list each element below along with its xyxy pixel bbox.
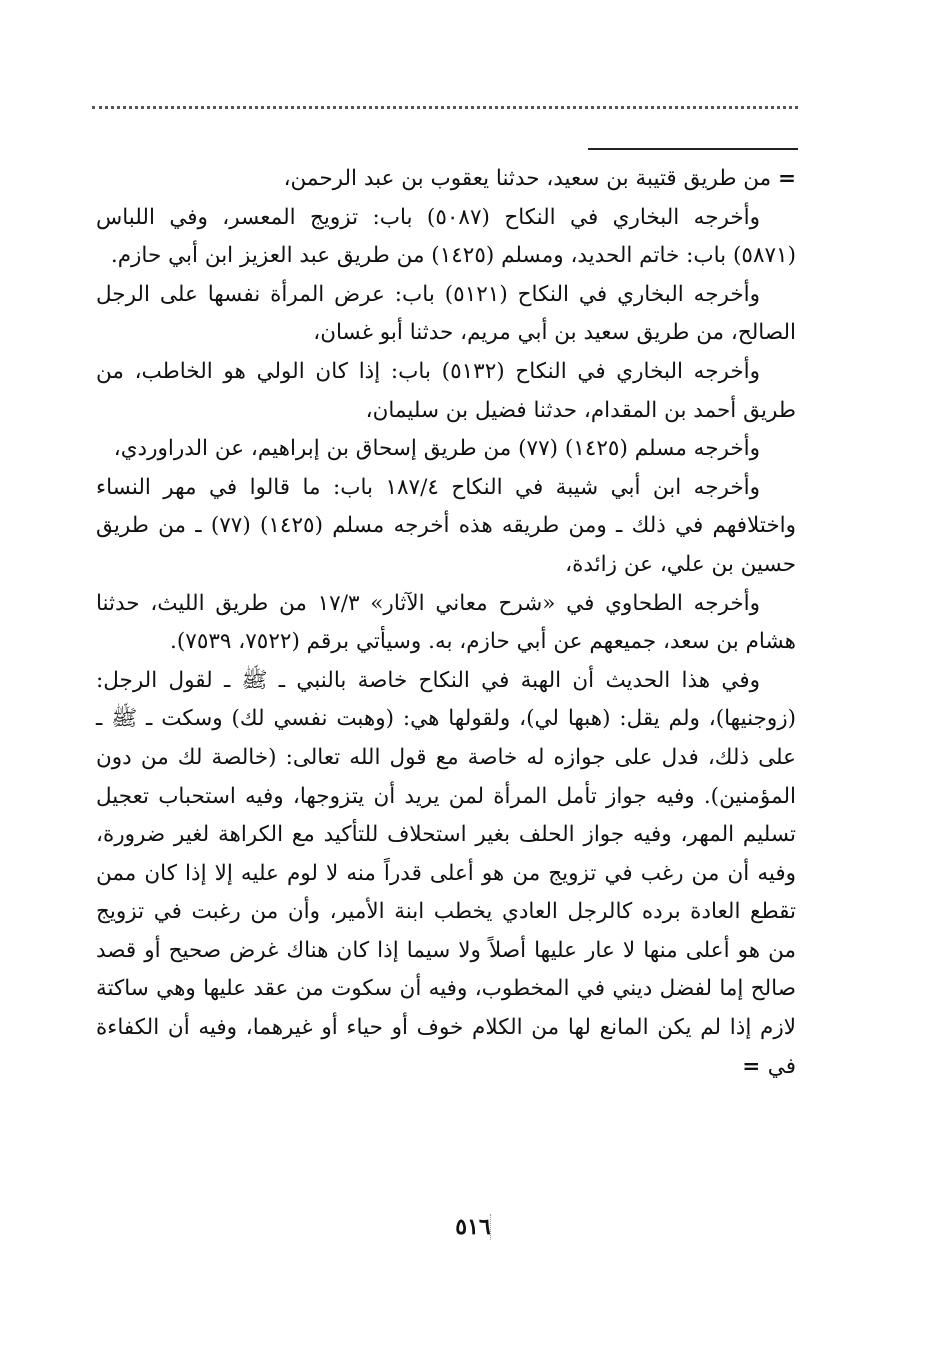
footnote-separator-line (588, 148, 798, 150)
scan-artifact-mark (490, 1214, 491, 1240)
footnote-text-block (96, 160, 796, 1086)
footnote-paragraph-bukhari-nikah-5132: وأخرجه البخاري في النكاح (٥١٣٢) باب: إذا كان الولي هو الخاطب، من طريق أحمد بن المقدام، حدثنا فضيل بن سليمان، (96, 358, 796, 423)
page-number: ٥١٦ (455, 1214, 491, 1240)
footnote-paragraph-continuation (96, 160, 796, 199)
footnote-paragraph-tahawi: وأخرجه الطحاوي في «شرح معاني الآثار» ١٧/٣ من طريق الليث، حدثنا هشام بن سعد، جميعهم عن أبي حازم، به. وسيأتي برقم (٧٥٢٢، ٧٥٣٩). (96, 590, 796, 655)
continuation-mark: = (777, 166, 796, 191)
footnote-paragraph-commentary (96, 662, 796, 1087)
footnote-paragraph-bukhari-nikah-5121: وأخرجه البخاري في النكاح (٥١٢١) باب: عرض المرأة نفسها على الرجل الصالح، من طريق سعيد بن أبي مريم، حدثنا أبو غسان، (96, 281, 796, 346)
header-dotted-separator (92, 106, 798, 109)
footnote-paragraph-bukhari-nikah-5087: وأخرجه البخاري في النكاح (٥٠٨٧) باب: تزويج المعسر، وفي اللباس (٥٨٧١) باب: خاتم الحديد، ومسلم (١٤٢٥) من طريق عبد العزيز ابن أبي حازم. (96, 204, 796, 269)
continuation-mark: = (742, 1053, 768, 1079)
paragraph-text: وفي هذا الحديث أن الهبة في النكاح خاصة بالنبي ـ ﷺ ـ لقول الرجل: (زوجنيها)، ولم يقل: (هبها لي)، ولقولها هي: (وهبت نفسي لك) وسكت ـ ﷺ ـ على ذلك، فدل على جوازه له خاصة مع قول الله تعالى: (خالصة لك من دون المؤمنين). وفيه جواز تأمل المرأة لمن يريد أن يتزوجها، وفيه استحباب تعجيل تسليم المهر، وفيه جواز الحلف بغير استحلاف للتأكيد مع الكراهة لغير ضرورة، وفيه أن من رغب في تزويج من هو أعلى قدراً منه لا لوم عليه إلا إذا كان ممن تقطع العادة برده كالرجل العادي يخطب ابنة الأمير، وأن من رغبت في تزويج من هو أعلى منها لا عار عليها أصلاً ولا سيما إذا كان هناك غرض صحيح أو قصد صالح إما لفضل ديني في المخطوب، وفيه أن سكوت من عقد عليها وهي ساكتة لازم إذا لم يكن المانع لها من الكلام خوف أو حياء أو غيرهما، وفيه أن الكفاءة في (96, 667, 796, 1079)
footnote-paragraph-ibn-abi-shayba: وأخرجه ابن أبي شيبة في النكاح ١٨٧/٤ باب: ما قالوا في مهر النساء واختلافهم في ذلك ـ ومن طريقه هذه أخرجه مسلم (١٤٢٥) (٧٧) ـ من طريق حسين بن علي، عن زائدة، (96, 474, 796, 577)
footnote-paragraph-muslim-1425: وأخرجه مسلم (١٤٢٥) (٧٧) من طريق إسحاق بن إبراهيم، عن الدراوردي، (113, 436, 760, 462)
paragraph-text: من طريق قتيبة بن سعيد، حدثنا يعقوب بن عبد الرحمن، (283, 166, 778, 191)
